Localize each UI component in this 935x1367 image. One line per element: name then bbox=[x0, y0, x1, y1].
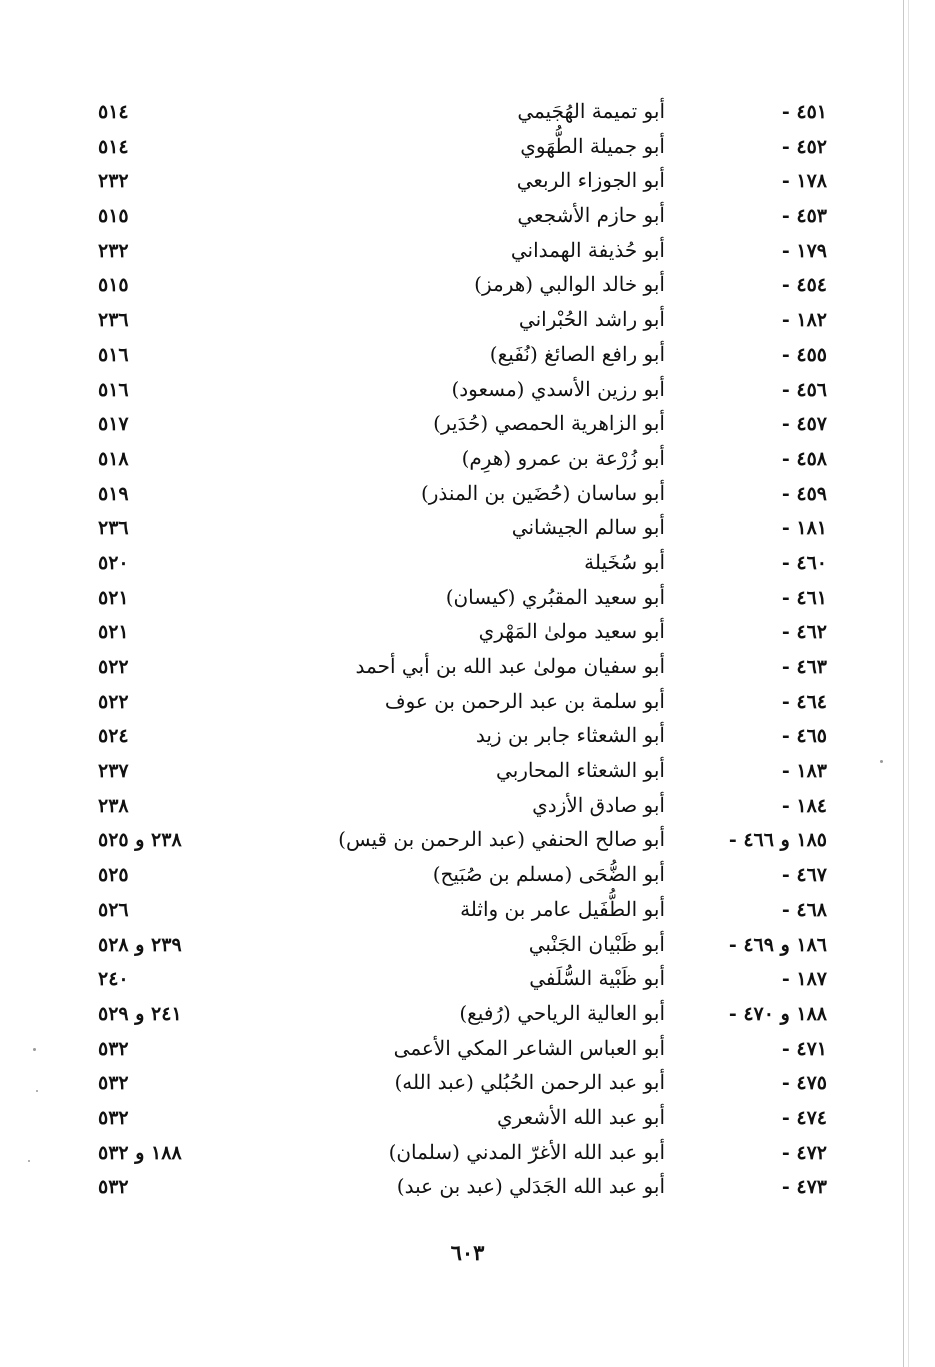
entry-page-ref: ٢٤٠ bbox=[98, 968, 129, 991]
entry-number: ١٨٦ و ٤٦٩ - bbox=[728, 933, 827, 956]
index-entry bbox=[0, 306, 935, 341]
entry-number: ١٨٨ و ٤٧٠ - bbox=[728, 1002, 827, 1025]
entry-name: أبو تميمة الهُجَيمي bbox=[517, 99, 665, 123]
entry-name: أبو ظَبْية السُّلَفي bbox=[529, 966, 665, 991]
entry-name: أبو سعيد مولىٰ المَهْري bbox=[478, 619, 665, 644]
index-entry bbox=[0, 376, 935, 411]
index-entry bbox=[0, 1035, 935, 1070]
entry-page-ref: ٥٢٤ bbox=[98, 725, 129, 748]
entry-page-ref: ٥١٦ bbox=[98, 378, 129, 401]
page-number: ٦٠٣ bbox=[450, 1240, 485, 1265]
index-entry bbox=[0, 757, 935, 792]
entry-number: ٤٥١ - bbox=[781, 101, 827, 123]
index-entry bbox=[0, 1069, 935, 1104]
entry-name: أبو عبد الرحمن الحُبُلي (عبد الله) bbox=[394, 1070, 665, 1095]
index-entry bbox=[0, 931, 935, 966]
entry-number: ٤٥٣ - bbox=[781, 205, 827, 228]
entry-page-ref: ٥٢٢ bbox=[98, 656, 129, 678]
entry-page-ref: ٢٣٦ bbox=[98, 517, 129, 540]
index-entry bbox=[0, 965, 935, 1000]
entry-page-ref: ٥١٦ bbox=[98, 343, 129, 366]
index-entry bbox=[0, 618, 935, 653]
entry-page-ref: ٥١٤ bbox=[98, 101, 129, 123]
scan-speck bbox=[28, 1160, 30, 1162]
entry-number: ٤٦٢ - bbox=[781, 621, 827, 644]
entry-number: ١٧٨ - bbox=[781, 170, 827, 193]
entry-page-ref: ٥٣٢ bbox=[98, 1106, 129, 1129]
entry-number: ٤٦٥ - bbox=[781, 725, 827, 748]
scan-speck bbox=[880, 760, 883, 763]
entry-number: ٤٦٨ - bbox=[781, 898, 827, 921]
entry-page-ref: ٢٣٩ و ٥٢٨ bbox=[98, 933, 182, 956]
index-entry bbox=[0, 271, 935, 306]
entry-name: أبو سُخَيلة bbox=[584, 549, 665, 574]
entry-name: أبو الطُّفَيل عامر بن واثلة bbox=[460, 896, 665, 921]
index-entry bbox=[0, 1139, 935, 1174]
entry-number: ٤٦٧ - bbox=[781, 864, 827, 887]
entry-page-ref: ٥١٤ bbox=[98, 135, 129, 158]
index-entry bbox=[0, 445, 935, 480]
entry-page-ref: ٥٣٢ bbox=[98, 1037, 129, 1060]
entry-name: أبو حُذيفة الهمداني bbox=[510, 237, 665, 262]
entry-name: أبو رزين الأسدي (مسعود) bbox=[451, 376, 665, 401]
entry-page-ref: ٢٤١ و ٥٢٩ bbox=[98, 1002, 182, 1025]
entry-page-ref: ٥٢٦ bbox=[98, 898, 129, 921]
index-entry bbox=[0, 1104, 935, 1139]
entry-name: أبو الشعثاء المحاربي bbox=[496, 758, 665, 783]
entry-number: ١٨٣ - bbox=[781, 760, 827, 783]
entry-page-ref: ٥٢٠ bbox=[98, 551, 129, 574]
entry-number: ١٨٥ و ٤٦٦ - bbox=[728, 829, 827, 852]
entry-name: أبو سلمة بن عبد الرحمن بن عوف bbox=[384, 688, 665, 713]
entry-page-ref: ٥١٩ bbox=[98, 482, 129, 505]
index-entry bbox=[0, 480, 935, 515]
index-entry bbox=[0, 549, 935, 584]
entry-page-ref: ٢٣٢ bbox=[98, 239, 129, 262]
entry-number: ٤٧٤ - bbox=[781, 1106, 827, 1129]
index-entry bbox=[0, 1000, 935, 1035]
index-entry bbox=[0, 722, 935, 757]
entry-page-ref: ٥٢٢ bbox=[98, 690, 129, 713]
entry-name: أبو زُرْعة بن عمرو (هرِم) bbox=[461, 445, 665, 470]
index-entry bbox=[0, 167, 935, 202]
scan-speck bbox=[36, 1090, 38, 1092]
entry-page-ref: ٢٣٢ bbox=[98, 170, 129, 193]
entry-name: أبو عبد الله الأشعري bbox=[496, 1104, 665, 1129]
entry-number: ٤٧٢ - bbox=[781, 1141, 827, 1164]
entry-name: أبو رافع الصائغ (نُفَيع) bbox=[489, 341, 665, 366]
entry-number: ٤٥٤ - bbox=[781, 274, 827, 297]
index-entry bbox=[0, 98, 935, 133]
entry-number: ١٨١ - bbox=[781, 517, 827, 540]
entry-number: ١٧٩ - bbox=[781, 239, 827, 262]
entry-name: أبو الجوزاء الربعي bbox=[516, 168, 665, 193]
entry-number: ٤٦١ - bbox=[781, 586, 827, 609]
entry-name: أبو جميلة الطُّهَوي bbox=[520, 133, 665, 158]
entry-page-ref: ٥٢١ bbox=[98, 586, 129, 609]
index-entry bbox=[0, 826, 935, 861]
entry-page-ref: ٥١٥ bbox=[98, 274, 129, 297]
entry-page-ref: ٥٢٥ bbox=[98, 864, 129, 887]
entry-name: أبو صادق الأزدي bbox=[532, 792, 665, 817]
index-entry bbox=[0, 341, 935, 376]
scan-speck bbox=[33, 1048, 36, 1051]
entry-name: أبو راشد الحُبْراني bbox=[518, 307, 665, 332]
index-entry bbox=[0, 514, 935, 549]
index-entry bbox=[0, 861, 935, 896]
index-entry bbox=[0, 688, 935, 723]
index-entry bbox=[0, 202, 935, 237]
entry-name: أبو صالح الحنفي (عبد الرحمن بن قيس) bbox=[338, 827, 665, 852]
entry-number: ٤٥٨ - bbox=[781, 447, 827, 470]
entry-name: أبو ظَبْيان الجَنْبي bbox=[528, 931, 665, 956]
entry-number: ١٨٢ - bbox=[781, 309, 827, 332]
entry-name: أبو حازم الأشجعي bbox=[517, 203, 665, 228]
entry-number: ٤٦٣ - bbox=[781, 656, 827, 678]
entry-name: أبو ساسان (حُضَين بن المنذر) bbox=[420, 480, 665, 505]
entry-page-ref: ١٨٨ و ٥٣٢ bbox=[98, 1141, 182, 1164]
entry-name: أبو خالد الوالبي (هرمز) bbox=[474, 272, 665, 297]
entry-name: أبو الشعثاء جابر بن زيد bbox=[475, 723, 665, 748]
entry-name: أبو سالم الجيشاني bbox=[511, 515, 665, 540]
index-entry bbox=[0, 896, 935, 931]
index-entry bbox=[0, 653, 935, 688]
entry-number: ٤٧٥ - bbox=[781, 1072, 827, 1095]
index-entry bbox=[0, 133, 935, 168]
entry-page-ref: ٥١٥ bbox=[98, 205, 129, 228]
entry-name: أبو الضُّحَى (مسلم بن صُبَيح) bbox=[432, 862, 665, 887]
entry-number: ١٨٧ - bbox=[781, 968, 827, 991]
entry-page-ref: ٥٢١ bbox=[98, 621, 129, 644]
entry-number: ٤٧١ - bbox=[781, 1037, 827, 1060]
entry-name: أبو العالية الرياحي (رُفيع) bbox=[459, 1000, 665, 1025]
entry-name: أبو الزاهرية الحمصي (حُدَير) bbox=[433, 411, 665, 436]
index-entry bbox=[0, 1173, 935, 1208]
index-entry bbox=[0, 584, 935, 619]
entry-page-ref: ٥٣٢ bbox=[98, 1176, 129, 1199]
entry-page-ref: ٢٣٧ bbox=[98, 760, 129, 783]
index-entry bbox=[0, 237, 935, 272]
index-entry bbox=[0, 792, 935, 827]
entry-name: أبو عبد الله الأغرّ المدني (سلمان) bbox=[388, 1139, 665, 1164]
entry-page-ref: ٢٣٨ bbox=[98, 794, 129, 817]
entry-number: ٤٥٥ - bbox=[781, 343, 827, 366]
index-entry bbox=[0, 410, 935, 445]
entry-number: ٤٥٩ - bbox=[781, 482, 827, 505]
entry-number: ٤٧٣ - bbox=[781, 1176, 827, 1199]
entry-name: أبو سعيد المقبُري (كيسان) bbox=[445, 584, 665, 609]
entry-name: أبو عبد الله الجَدَلي (عبد بن عبد) bbox=[396, 1174, 665, 1199]
entry-page-ref: ٥١٨ bbox=[98, 447, 129, 470]
entry-page-ref: ٢٣٦ bbox=[98, 309, 129, 332]
entry-page-ref: ٥٣٢ bbox=[98, 1072, 129, 1095]
entry-number: ٤٥٦ - bbox=[781, 378, 827, 401]
entry-number: ٤٦٠ - bbox=[781, 551, 827, 574]
index-entries bbox=[0, 98, 935, 1208]
entry-page-ref: ٢٣٨ و ٥٢٥ bbox=[98, 829, 182, 852]
entry-name: أبو العباس الشاعر المكي الأعمى bbox=[393, 1035, 665, 1060]
entry-number: ٤٦٤ - bbox=[781, 690, 827, 713]
entry-number: ٤٥٧ - bbox=[781, 413, 827, 436]
entry-page-ref: ٥١٧ bbox=[98, 413, 129, 436]
entry-number: ١٨٤ - bbox=[781, 794, 827, 817]
entry-number: ٤٥٢ - bbox=[781, 135, 827, 158]
entry-name: أبو سفيان مولىٰ عبد الله بن أبي أحمد bbox=[355, 654, 665, 678]
